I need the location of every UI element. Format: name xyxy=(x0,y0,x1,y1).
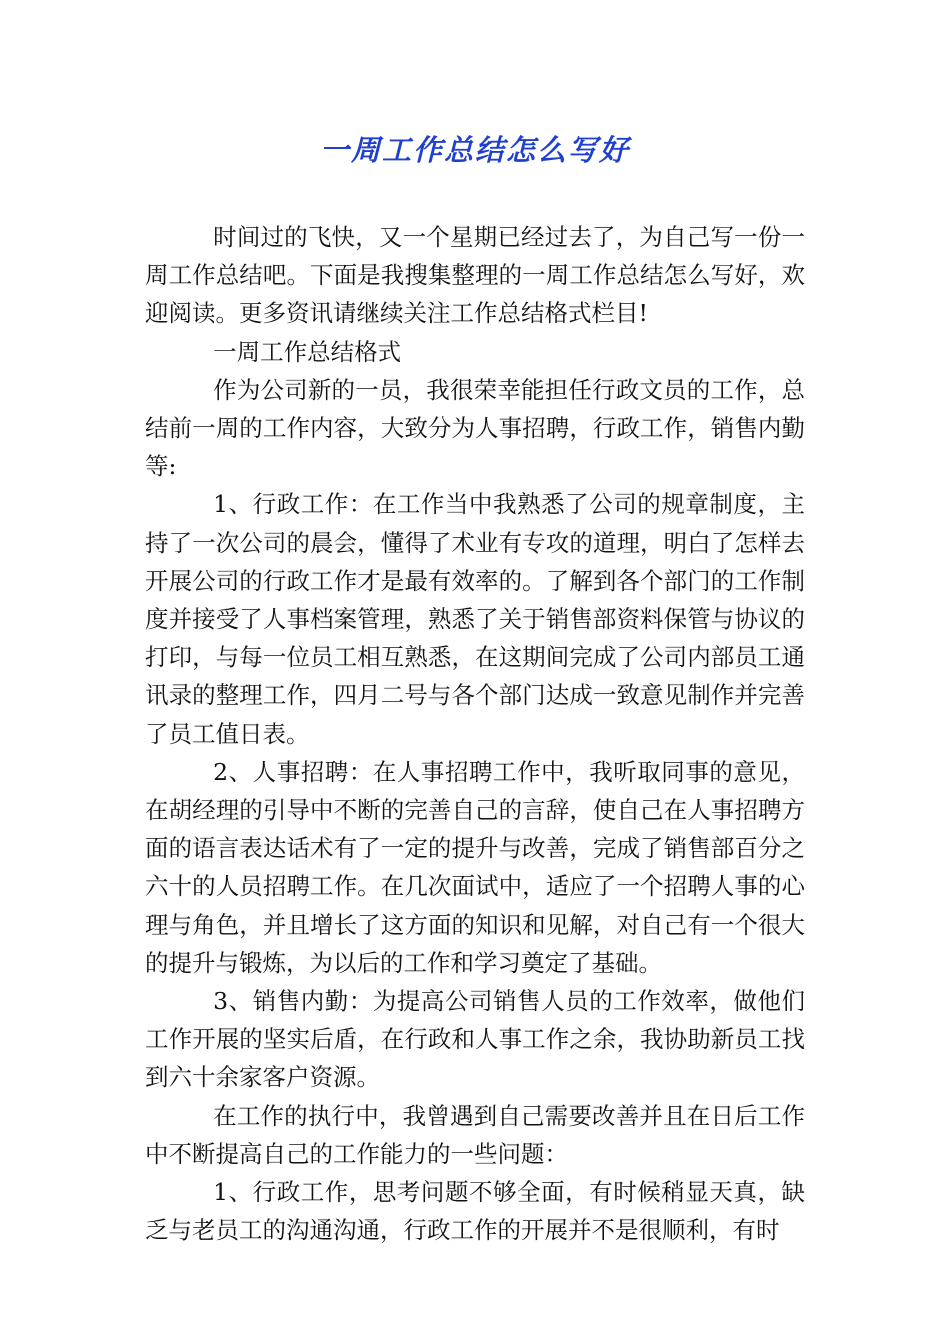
paragraph-intro: 时间过的飞快，又一个星期已经过去了，为自己写一份一周工作总结吧。下面是我搜集整理的一周工作总结怎么写好，欢迎阅读。更多资讯请继续关注工作总结格式栏目! xyxy=(145,223,805,328)
paragraph-admin-work: 1、行政工作：在工作当中我熟悉了公司的规章制度，主持了一次公司的晨会，懂得了术业有专攻的道理，明白了怎样去开展公司的行政工作才是最有效率的。了解到各个部门的工作制度并接受了人事档案管理，熟悉了关于销售部资料保管与协议的打印，与每一位员工相互熟悉，在这期间完成了公司内部员工通讯录的整理工作，四月二号与各个部门达成一致意见制作并完善了员工值日表。 xyxy=(145,490,805,748)
document-body xyxy=(145,218,805,1249)
paragraph-problem-1: 1、行政工作，思考问题不够全面，有时候稍显天真，缺乏与老员工的沟通沟通，行政工作的开展并不是很顺利，有时 xyxy=(145,1178,805,1245)
paragraph-sales-support: 3、销售内勤：为提高公司销售人员的工作效率，做他们工作开展的坚实后盾，在行政和人事工作之余，我协助新员工找到六十余家客户资源。 xyxy=(145,987,805,1092)
paragraph-recruitment: 2、人事招聘：在人事招聘工作中，我听取同事的意见，在胡经理的引导中不断的完善自己的言辞，使自己在人事招聘方面的语言表达话术有了一定的提升与改善，完成了销售部百分之六十的人员招聘工作。在几次面试中，适应了一个招聘人事的心理与角色，并且增长了这方面的知识和见解，对自己有一个很大的提升与锻炼，为以后的工作和学习奠定了基础。 xyxy=(145,757,805,977)
paragraph-overview: 作为公司新的一员，我很荣幸能担任行政文员的工作，总结前一周的工作内容，大致分为人事招聘，行政工作，销售内勤等: xyxy=(145,375,805,481)
paragraph-problems-intro: 在工作的执行中，我曾遇到自己需要改善并且在日后工作中不断提高自己的工作能力的一些问题： xyxy=(145,1101,805,1168)
paragraph-section-heading: 一周工作总结格式 xyxy=(213,337,402,366)
document-title: 一周工作总结怎么写好 xyxy=(319,133,630,167)
